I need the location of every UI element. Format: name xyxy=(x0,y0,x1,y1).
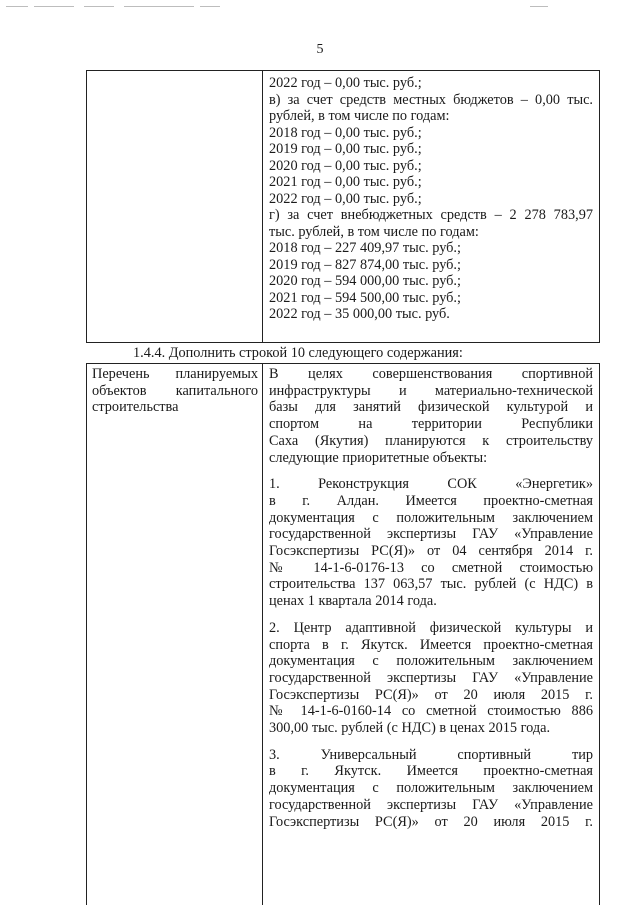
paragraph-line: спорта в г. Якутск. Имеется проектно-сметная xyxy=(269,636,593,653)
object-item-2 xyxy=(269,620,593,737)
paragraph-line: 300,00 тыс. рублей (с НДС) в ценах 2015 года. xyxy=(269,720,551,737)
paragraph-line: документация с положительным заключением xyxy=(269,780,593,797)
capital-construction-table xyxy=(86,363,600,905)
paragraph-line: Госэкспертизы РС(Я)» от 04 сентября 2014 г. xyxy=(269,543,593,560)
row-content-cell xyxy=(263,364,599,840)
funding-line: 2019 год – 827 874,00 тыс. руб.; xyxy=(269,256,461,273)
paragraph-line: спортом на территории Республики xyxy=(269,416,593,433)
paragraph-line: 2. Центр адаптивной физической культуры и xyxy=(269,619,593,636)
funding-line: г) за счет внебюджетных средств – 2 278 783,97 xyxy=(269,207,593,223)
paragraph-line: 1. Реконструкция СОК «Энергетик» xyxy=(269,476,593,493)
funding-line: 2020 год – 0,00 тыс. руб.; xyxy=(269,157,422,174)
paragraph-line: инфраструктуры и материально-технической xyxy=(269,382,593,399)
row-label-line: строительства xyxy=(92,399,179,415)
page-number: 5 xyxy=(316,42,324,57)
paragraph-line: государственной экспертизы ГАУ «Управление xyxy=(269,796,593,813)
funding-line: 2021 год – 594 500,00 тыс. руб.; xyxy=(269,289,461,306)
funding-line: 2020 год – 594 000,00 тыс. руб.; xyxy=(269,273,461,289)
paragraph-line: в г. Якутск. Имеется проектно-сметная xyxy=(269,763,593,780)
funding-line: 2018 год – 0,00 тыс. руб.; xyxy=(269,124,422,141)
paragraph-line: Госэкспертизы РС(Я)» от 20 июля 2015 г. xyxy=(269,813,593,830)
funding-line: 2022 год – 35 000,00 тыс. руб. xyxy=(269,306,450,322)
paragraph-line: документация с положительным заключением xyxy=(269,653,593,670)
paragraph-line: государственной экспертизы ГАУ «Управление xyxy=(269,669,593,686)
paragraph-line: 3. Универсальный спортивный тир xyxy=(269,746,593,763)
paragraph-line: следующие приоритетные объекты: xyxy=(269,449,488,466)
object-item-1 xyxy=(269,476,593,610)
paragraph-line: № 14-1-6-0160-14 со сметной стоимостью 886 xyxy=(269,703,593,720)
paragraph-line: базы для занятий физической культурой и xyxy=(269,399,593,416)
paragraph-line: Саха (Якутия) планируются к строительству xyxy=(269,432,593,449)
paragraph-line: Госэкспертизы РС(Я)» от 20 июля 2015 г. xyxy=(269,686,593,703)
paragraph-line: в г. Алдан. Имеется проектно-сметная xyxy=(269,492,593,509)
funding-table-empty-cell xyxy=(87,71,263,342)
paragraph-line: ценах 1 квартала 2014 года. xyxy=(269,593,437,610)
funding-line: 2022 год – 0,00 тыс. руб.; xyxy=(269,190,422,207)
paragraph-line: государственной экспертизы ГАУ «Управление xyxy=(269,526,593,543)
row-label-line: Перечень планируемых xyxy=(92,366,258,382)
funding-line: 2018 год – 227 409,97 тыс. руб.; xyxy=(269,240,461,256)
paragraph-line: документация с положительным заключением xyxy=(269,509,593,526)
funding-line: тыс. рублей, в том числе по годам: xyxy=(269,223,479,240)
funding-line: 2019 год – 0,00 тыс. руб.; xyxy=(269,141,422,157)
row-label-line: объектов капитального xyxy=(92,382,258,399)
instruction-text: 1.4.4. Дополнить строкой 10 следующего содержания: xyxy=(133,345,463,361)
funding-line: в) за счет средств местных бюджетов – 0,00 тыс. xyxy=(269,91,593,108)
paragraph-line: строительства 137 063,57 тыс. рублей (с НДС) в xyxy=(269,576,593,593)
funding-table-text-cell xyxy=(263,71,599,323)
paragraph-line: № 14-1-6-0176-13 со сметной стоимостью xyxy=(269,559,593,576)
funding-table xyxy=(86,70,600,343)
funding-line: 2022 год – 0,00 тыс. руб.; xyxy=(269,75,422,91)
funding-line: рублей, в том числе по годам: xyxy=(269,108,450,124)
paragraph-line: В целях совершенствования спортивной xyxy=(269,366,593,382)
scan-header-marks xyxy=(0,3,640,11)
row-label-cell xyxy=(87,364,263,905)
intro-paragraph xyxy=(269,366,593,466)
object-item-3 xyxy=(269,747,593,831)
funding-line: 2021 год – 0,00 тыс. руб.; xyxy=(269,174,422,190)
